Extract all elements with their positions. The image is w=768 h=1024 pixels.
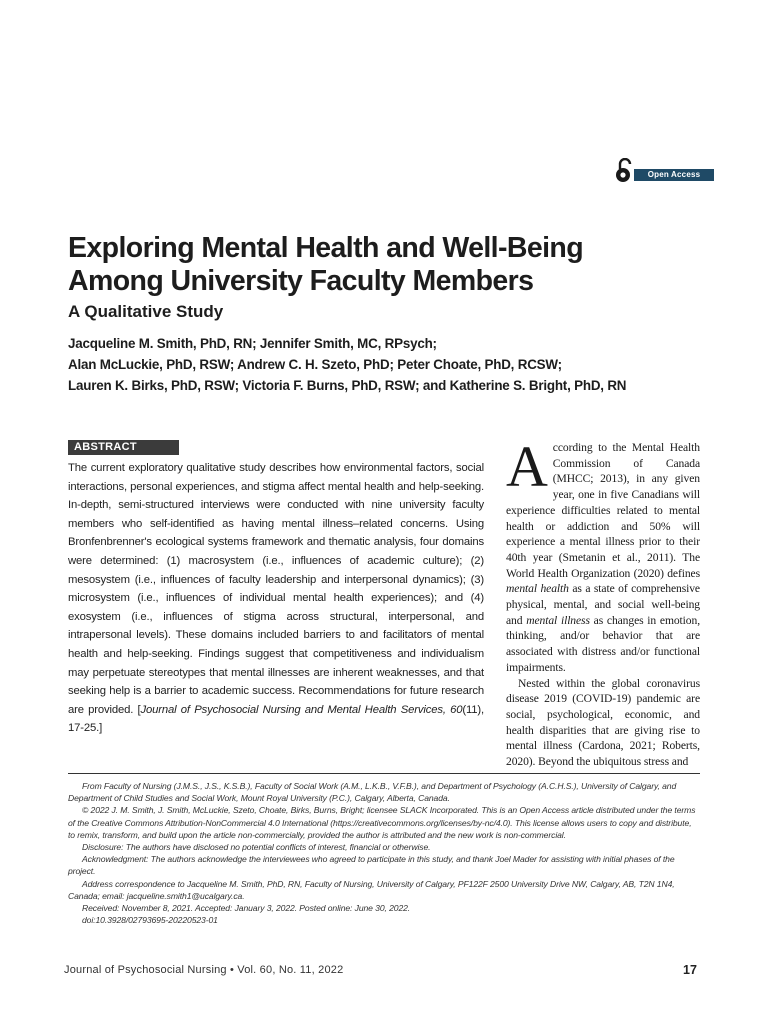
running-footer-journal: Journal of Psychosocial Nursing • Vol. 60, No. 11, 2022 <box>64 964 344 976</box>
footnote-license: © 2022 J. M. Smith, J. Smith, McLuckie, Szeto, Choate, Birks, Burns, Bright; licensee SLACK Incorporated. This is an Open Access article distributed under the terms of the Creative Commons Attribution-NonCommercial 4.0 International (https://creativecommons.org/licenses/by-nc/4.0). This license allows users to copy and distribute, to remix, transform, and build upon the article non-commercially, provided the author is attributed and the new work is non-commercial. <box>68 805 696 840</box>
p1-text-b: as a state of comprehensive physical, mental, and social well-being and <box>506 582 700 627</box>
footnotes <box>68 780 700 926</box>
footnote-correspondence: Address correspondence to Jacqueline M. Smith, PhD, RN, Faculty of Nursing, University of Calgary, PF122F 2500 University Drive NW, Calgary, AB, T2N 1N4, Canada; email: jacqueline.smith1@ucalgary.ca. <box>68 878 675 901</box>
article-title <box>68 232 708 298</box>
author-line-2: Alan McLuckie, PhD, RSW; Andrew C. H. Szeto, PhD; Peter Choate, PhD, RCSW; <box>68 357 562 372</box>
title-line-2: Among University Faculty Members <box>68 265 534 297</box>
page-number: 17 <box>683 963 697 977</box>
footnote-acknowledgment: Acknowledgment: The authors acknowledge the interviewees who agreed to participate in this study, and thank Joel Mader for assisting with initial phases of the project. <box>68 854 675 877</box>
body-paragraph-2: Nested within the global coronavirus disease 2019 (COVID-19) pandemic are social, psychological, economic, and health disparities that are giving rise to mental illness (Cardona, 2021; Roberts, 2020). Beyond the ubiquitous stress and <box>506 676 700 769</box>
open-access-badge <box>614 158 704 184</box>
footnote-dates: Received: November 8, 2021. Accepted: January 3, 2022. Posted online: June 30, 2022. <box>82 903 411 914</box>
footnote-affiliations: From Faculty of Nursing (J.M.S., J.S., K.S.B.), Faculty of Social Work (A.M., L.K.B., V.F.B.), and Department of Psychology (A.C.H.S.), University of Calgary, and Department of Child Studies and Social Work, Mount Royal University (P.C.), Calgary, Alberta, Canada. <box>68 781 677 804</box>
term-mental-health: mental health <box>506 582 569 596</box>
body-paragraph-1 <box>506 434 700 676</box>
drop-cap: A <box>506 434 548 499</box>
body-column <box>506 434 700 770</box>
author-list <box>68 333 728 396</box>
term-mental-illness: mental illness <box>526 613 590 627</box>
footnote-divider <box>68 773 700 774</box>
title-line-1: Exploring Mental Health and Well-Being <box>68 232 584 264</box>
footnote-doi: doi:10.3928/02793695-20220523-01 <box>82 915 218 926</box>
abstract-citation-rest: (11), 17-25.] <box>68 703 484 735</box>
footnote-disclosure: Disclosure: The authors have disclosed no potential conflicts of interest, financial or otherwise. <box>82 842 431 853</box>
author-line-1: Jacqueline M. Smith, PhD, RN; Jennifer Smith, MC, RPsych; <box>68 336 437 351</box>
abstract-heading: ABSTRACT <box>68 440 179 455</box>
p1-text-c: as changes in emotion, thinking, and/or behavior that are associated with distress and/or functional impairments. <box>506 613 700 674</box>
author-line-3: Lauren K. Birks, PhD, RSW; Victoria F. Burns, PhD, RSW; and Katherine S. Bright, PhD, RN <box>68 378 627 393</box>
abstract-citation-journal: Journal of Psychosocial Nursing and Mental Health Services, 60 <box>140 703 463 716</box>
abstract-text <box>68 459 484 738</box>
p1-text-a: ccording to the Mental Health Commission of Canada (MHCC; 2013), in any given year, one in five Canadians will experience difficulties related to mental health or addiction and 50% will experience a mental illness prior to their 40th year (Smetanin et al., 2011). The World Health Organization (2020) defines <box>506 441 700 580</box>
abstract-body: The current exploratory qualitative study describes how environmental factors, social interactions, personal experiences, and stigma affect mental health and help-seeking. In-depth, semi-structured interviews were conducted with nine university faculty members who self-identified as having mental illness–related concerns. Using Bronfenbrenner's ecological systems framework and thematic analysis, four domains were determined: (1) macrosystem (i.e., influences of academic culture); (2) mesosystem (i.e., influences of faculty leadership and interpersonal dynamics); (3) microsystem (i.e., influences of individual mental health experiences); and (4) exosystem (i.e., influences of stigma across structural, interpersonal, and intrapersonal levels). These domains included barriers to and facilitators of mental health and help-seeking. Findings suggest that competitiveness and individualism may perpetuate stereotypes that mental illnesses are inherent weaknesses, and that seeking help is a barrier to academic success. Recommendations for future research are provided. [ <box>68 462 484 716</box>
article-subtitle: A Qualitative Study <box>68 302 224 321</box>
open-access-label: Open Access <box>634 169 714 181</box>
